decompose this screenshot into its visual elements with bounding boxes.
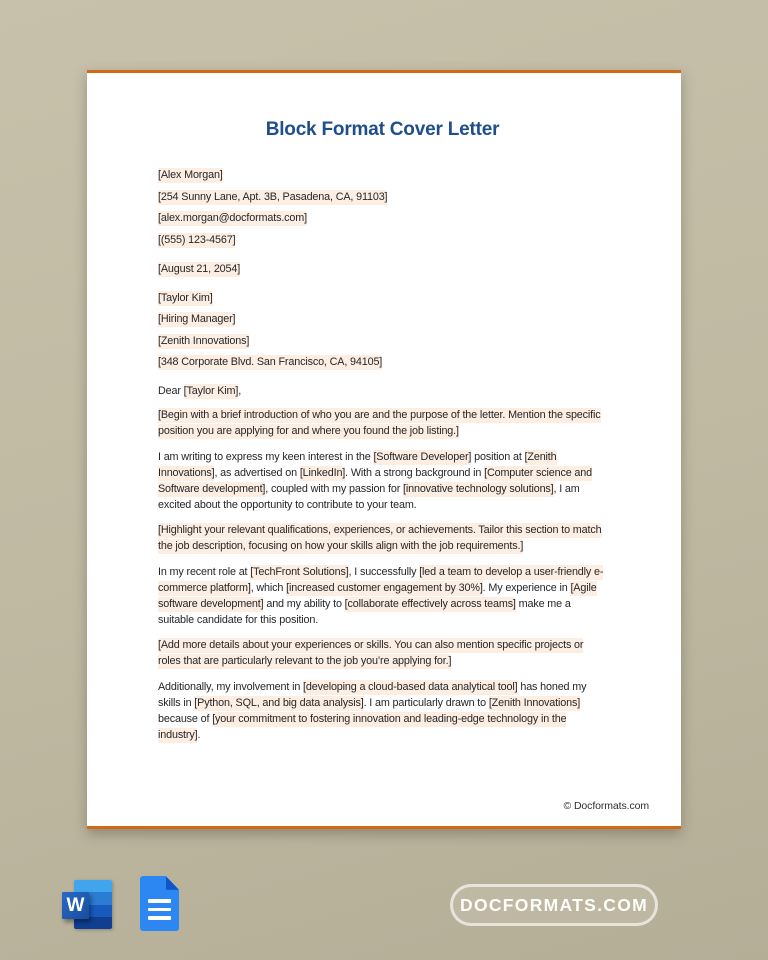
- placeholder-text: [TechFront Solutions]: [250, 565, 349, 578]
- badge-label: DOCFORMATS.COM: [460, 894, 648, 915]
- letter-paragraph: [158, 383, 607, 399]
- letter-text: I am writing to express my keen interest in the: [158, 450, 374, 463]
- page-title: Block Format Cover Letter: [265, 119, 500, 140]
- letter-text: . My experience in: [482, 581, 571, 594]
- copyright-notice: © Docformats.com: [563, 800, 649, 812]
- letter-text: ,: [238, 385, 242, 397]
- letter-text: , I am excited about the opportunity to contribute to your team.: [158, 482, 580, 511]
- letter-text: because of: [158, 712, 213, 725]
- document-page: [87, 70, 681, 829]
- letter-paragraph: [158, 354, 607, 370]
- letter-text: , I successfully: [348, 565, 420, 578]
- placeholder-text: [Hiring Manager]: [158, 313, 236, 325]
- placeholder-text: [Zenith Innovations]: [158, 334, 250, 347]
- google-docs-icon[interactable]: [140, 876, 179, 931]
- placeholder-text: [254 Sunny Lane, Apt. 3B, Pasadena, CA, 91103]: [158, 190, 388, 203]
- placeholder-text: [Add more details about your experiences or skills. You can also mention specific projects or roles that are particularly relevant to the job you’re applying for.]: [158, 639, 584, 667]
- letter-text: .: [197, 728, 201, 741]
- placeholder-text: [Python, SQL, and big data analysis]: [194, 696, 364, 709]
- placeholder-text: [Taylor Kim]: [158, 291, 213, 304]
- docformats-badge[interactable]: [450, 884, 658, 926]
- letter-paragraph: [158, 637, 607, 669]
- letter-paragraph: [158, 407, 607, 439]
- letter-content: [87, 73, 681, 743]
- placeholder-text: [led a team to develop a user-friendly e-commerce platform]: [158, 565, 604, 594]
- placeholder-text: [Highlight your relevant qualifications, experiences, or achievements. Tailor this section to match the job description, focusing on how your skills align with the job requirements.]: [158, 524, 602, 552]
- letter-text: In my recent role at: [158, 565, 251, 578]
- placeholder-text: [Alex Morgan]: [158, 169, 223, 181]
- letter-paragraph: [158, 311, 607, 327]
- letter-text: position at: [471, 450, 525, 463]
- letter-paragraph: [158, 449, 607, 513]
- placeholder-text: [August 21, 2054]: [158, 262, 241, 275]
- placeholder-text: [Taylor Kim]: [183, 385, 239, 397]
- letter-text: make me a suitable candidate for this position.: [158, 597, 571, 626]
- placeholder-text: [collaborate effectively across teams]: [344, 597, 516, 610]
- placeholder-text: [increased customer engagement by 30%]: [286, 581, 483, 594]
- letter-paragraph: [158, 522, 607, 554]
- placeholder-text: [Computer science and Software development]: [158, 466, 592, 495]
- letter-text: , as advertised on: [214, 466, 300, 479]
- placeholder-text: [LinkedIn]: [299, 466, 346, 479]
- letter-paragraph: [158, 290, 607, 306]
- placeholder-text: [Zenith Innovations]: [158, 450, 557, 479]
- letter-paragraph: [158, 564, 607, 628]
- docs-text-lines: [148, 899, 171, 925]
- letter-text: Additionally, my involvement in: [158, 680, 304, 693]
- letter-paragraph: [158, 232, 607, 248]
- letter-text: has honed my skills in: [158, 680, 587, 709]
- letter-text: Dear: [158, 385, 184, 397]
- placeholder-text: [alex.morgan@docformats.com]: [158, 212, 307, 224]
- letter-paragraph: [158, 679, 607, 743]
- letter-text: . With a strong background in: [345, 466, 485, 479]
- ms-word-icon[interactable]: [62, 879, 112, 931]
- docs-fold-corner: [166, 876, 179, 890]
- letter-paragraph: [158, 189, 607, 205]
- placeholder-text: [Begin with a brief introduction of who you are and the purpose of the letter. Mention the specific position you are applying for and where you found the job listing.]: [158, 409, 601, 437]
- placeholder-text: [(555) 123-4567]: [158, 233, 236, 246]
- placeholder-text: [innovative technology solutions]: [403, 482, 554, 495]
- placeholder-text: [348 Corporate Blvd. San Francisco, CA, 94105]: [158, 356, 383, 368]
- placeholder-text: [developing a cloud-based data analytical tool]: [303, 680, 518, 693]
- placeholder-text: [Zenith Innovations]: [488, 696, 581, 709]
- letter-paragraph: [158, 261, 607, 277]
- letter-paragraph: [158, 333, 607, 349]
- placeholder-text: [Software Developer]: [373, 450, 472, 463]
- placeholder-text: [Agile software development]: [158, 581, 597, 610]
- letter-text: , coupled with my passion for: [265, 482, 404, 495]
- word-letter-tile: W: [62, 892, 89, 919]
- letter-paragraph: [158, 167, 607, 183]
- letter-text: and my ability to: [263, 597, 345, 610]
- letter-text: , which: [250, 581, 287, 594]
- letter-paragraph: [158, 210, 607, 226]
- letter-body: [158, 167, 607, 743]
- placeholder-text: [your commitment to fostering innovation and leading-edge technology in the industry]: [158, 712, 567, 741]
- letter-text: . I am particularly drawn to: [363, 696, 489, 709]
